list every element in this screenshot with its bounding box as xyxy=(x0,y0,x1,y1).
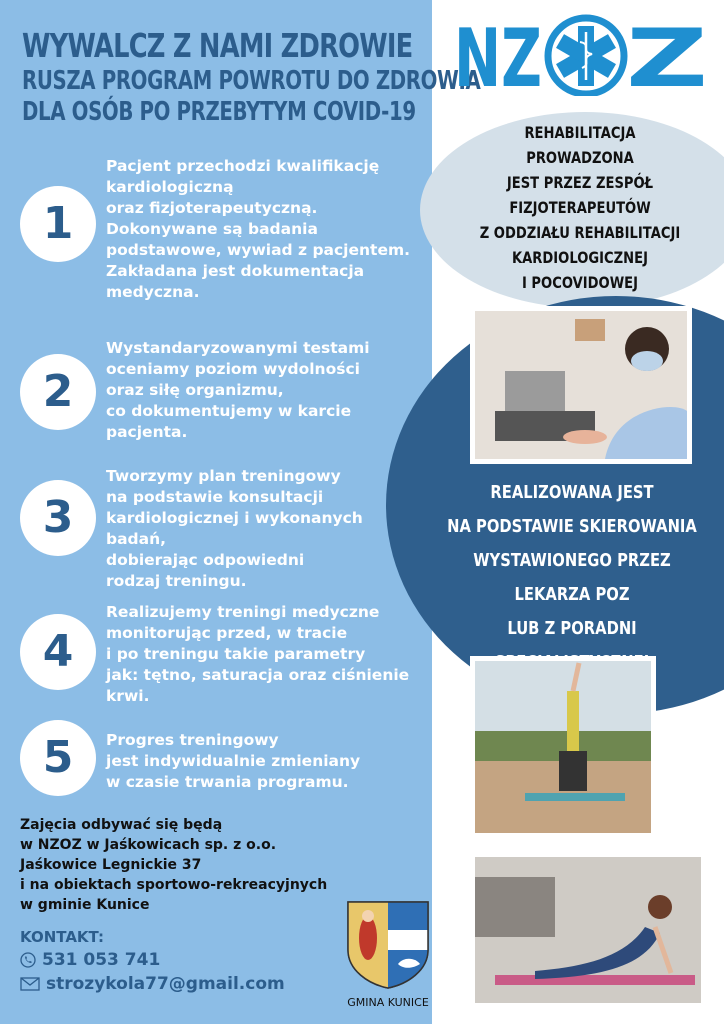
gmina-crest xyxy=(342,898,434,1009)
step-text: Tworzymy plan treningowy na podstawie konsultacji kardiologicznej i wykonanych badań, dobierając odpowiedni rodzaj treningu. xyxy=(106,467,363,590)
contact-phone[interactable] xyxy=(20,950,160,970)
step-text: Realizujemy treningi medyczne monitorując przed, w tracie i po treningu takie parametry jak: tętno, saturacja oraz ciśnienie krwi. xyxy=(106,603,410,705)
header xyxy=(22,26,481,128)
step-number: 1 xyxy=(20,186,96,262)
nzoz-logo xyxy=(452,14,710,96)
photo-illustration xyxy=(475,311,687,459)
step-number: 2 xyxy=(20,354,96,430)
subheadline-2: DLA OSÓB PO PRZEBYTYM COVID-19 xyxy=(22,97,416,127)
subheadline-1: RUSZA PROGRAM POWROTU DO ZDROWIA xyxy=(22,66,481,96)
venue-info: Zajęcia odbywać się będą w NZOZ w Jaśkowicach sp. z o.o. Jaśkowice Legnickie 37 i na obiektach sportowo-rekreacyjnych w gminie Kunice xyxy=(20,817,328,913)
photo-illustration xyxy=(475,661,651,833)
step-text: Pacjent przechodzi kwalifikację kardiologiczną oraz fizjoterapeutyczną. Dokonywane są badania podstawowe, wywiad z pacjentem. Zakładana jest dokumentacja medyczna. xyxy=(106,157,411,301)
step-text: Wystandaryzowanymi testami oceniamy poziom wydolności oraz siłę organizmu, co dokumentujemy w karcie pacjenta. xyxy=(106,339,370,441)
svg-text:NZ: NZ xyxy=(454,14,542,96)
photo-gym-stretch xyxy=(470,852,706,1008)
step-number: 3 xyxy=(20,480,96,556)
svg-text:Z: Z xyxy=(626,14,708,96)
crest-label: GMINA KUNICE xyxy=(347,996,429,1009)
photo-yoga-kneeling xyxy=(470,656,656,838)
email-address: strozykola77@gmail.com xyxy=(46,974,285,994)
nzoz-logo-icon xyxy=(452,14,710,96)
step-text: Progres treningowy jest indywidualnie zmieniany w czasie trwania programu. xyxy=(106,731,361,791)
photo-physio-consultation xyxy=(470,306,692,464)
step-number: 5 xyxy=(20,720,96,796)
phone-number: 531 053 741 xyxy=(42,950,161,970)
rehab-text: REHABILITACJA PROWADZONA JEST PRZEZ ZESPÓŁ FIZJOTERAPEUTÓW Z ODDZIAŁU REHABILITACJI KARDIOLOGICZNEJ I POCOVIDOWEJ xyxy=(479,123,681,292)
photo-illustration xyxy=(475,857,701,1003)
contact-email[interactable] xyxy=(20,974,285,994)
contact-label: KONTAKT: xyxy=(20,928,104,946)
step-number: 4 xyxy=(20,614,96,690)
referral-text: REALIZOWANA JEST NA PODSTAWIE SKIEROWANIA WYSTAWIONEGO PRZEZ LEKARZA POZ LUB Z PORADNI xyxy=(447,482,697,639)
headline: WYWALCZ Z NAMI ZDROWIE xyxy=(22,26,413,65)
coat-of-arms-icon xyxy=(342,898,434,990)
envelope-icon xyxy=(20,977,40,991)
phone-icon xyxy=(20,952,36,968)
